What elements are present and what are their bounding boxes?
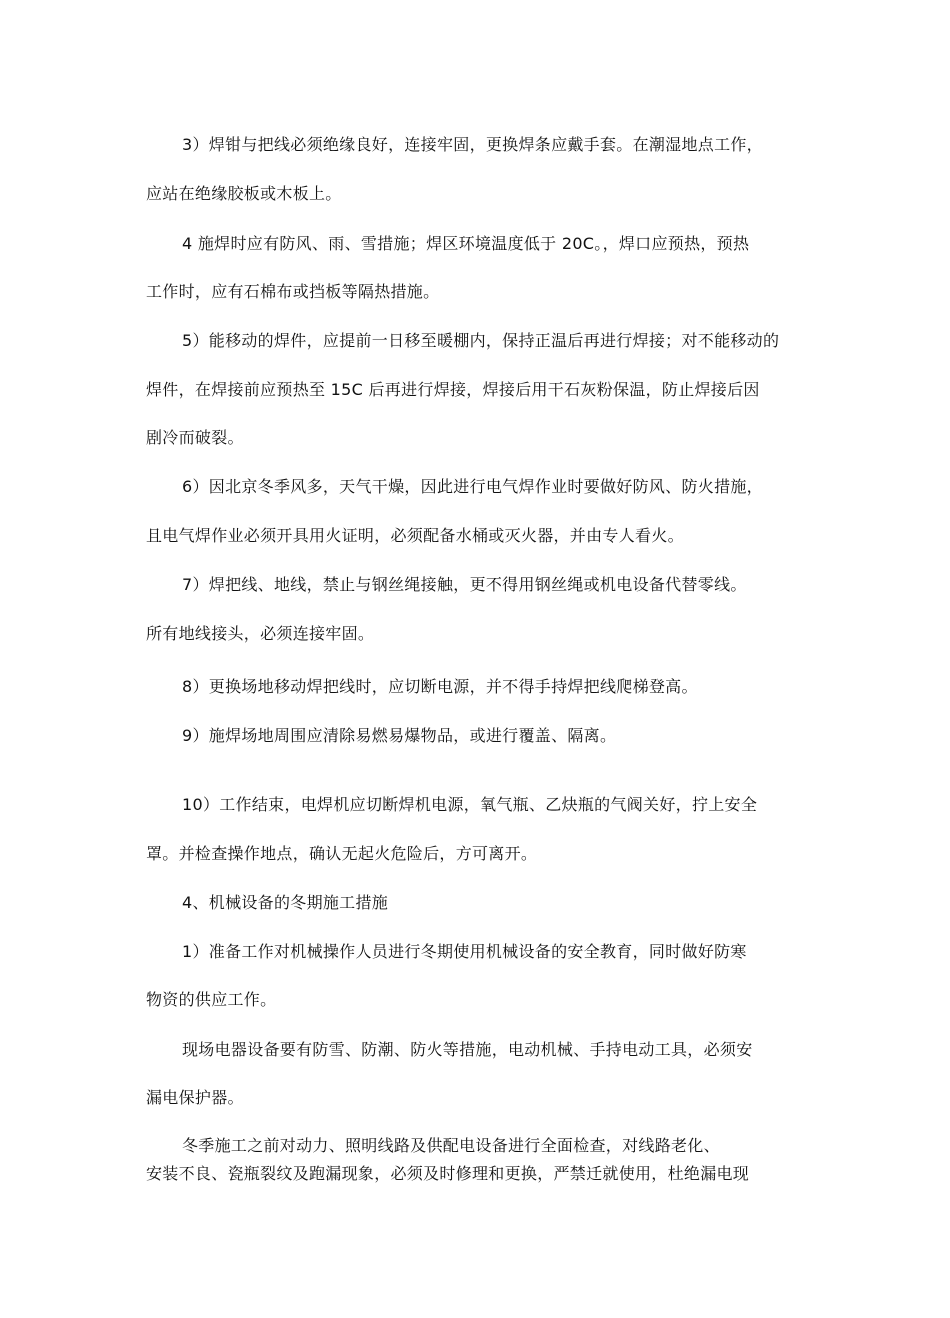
p3-line-1: 5）能移动的焊件，应提前一日移至暖棚内，保持正温后再进行焊接；对不能移动的 xyxy=(182,331,780,350)
p3-line-3: 剧冷而破裂。 xyxy=(146,428,244,447)
p5-line-1: 7）焊把线、地线，禁止与钢丝绳接触，更不得用钢丝绳或机电设备代替零线。 xyxy=(182,575,747,594)
p11-line-2: 漏电保护器。 xyxy=(146,1088,244,1107)
p12-line-2: 安装不良、瓷瓶裂纹及跑漏现象，必须及时修理和更换，严禁迁就使用，杜绝漏电现 xyxy=(146,1164,750,1183)
section-heading: 4、机械设备的冬期施工措施 xyxy=(182,893,389,912)
p7-line-1: 9）施焊场地周围应清除易燃易爆物品，或进行覆盖、隔离。 xyxy=(182,726,617,745)
p6-line-1: 8）更换场地移动焊把线时，应切断电源，并不得手持焊把线爬梯登高。 xyxy=(182,677,698,696)
p3-line-2: 焊件，在焊接前应预热至 15C 后再进行焊接，焊接后用干石灰粉保温，防止焊接后因 xyxy=(146,380,760,399)
p2-line-2: 工作时，应有石棉布或挡板等隔热措施。 xyxy=(146,282,440,301)
p12-line-1: 冬季施工之前对动力、照明线路及供配电设备进行全面检查，对线路老化、 xyxy=(182,1136,720,1155)
p1-line-2: 应站在绝缘胶板或木板上。 xyxy=(146,184,342,203)
p4-line-1: 6）因北京冬季风多，天气干燥，因此进行电气焊作业时要做好防风、防火措施， xyxy=(182,477,763,496)
p10-line-1: 1）准备工作对机械操作人员进行冬期使用机械设备的安全教育，同时做好防寒 xyxy=(182,942,747,961)
p4-line-2: 且电气焊作业必须开具用火证明，必须配备水桶或灭火器，并由专人看火。 xyxy=(146,526,684,545)
p10-line-2: 物资的供应工作。 xyxy=(146,990,277,1009)
p1-line-1: 3）焊钳与把线必须绝缘良好，连接牢固，更换焊条应戴手套。在潮湿地点工作， xyxy=(182,135,763,154)
p2-line-1: 4 施焊时应有防风、雨、雪措施；焊区环境温度低于 20C。，焊口应预热，预热 xyxy=(182,234,750,253)
p11-line-1: 现场电器设备要有防雪、防潮、防火等措施，电动机械、手持电动工具，必须安 xyxy=(182,1040,753,1059)
p8-line-2: 罩。并检查操作地点，确认无起火危险后，方可离开。 xyxy=(146,844,538,863)
p8-line-1: 10）工作结束，电焊机应切断焊机电源，氧气瓶、乙炔瓶的气阀关好，拧上安全 xyxy=(182,795,758,814)
p5-line-2: 所有地线接头，必须连接牢固。 xyxy=(146,624,375,643)
